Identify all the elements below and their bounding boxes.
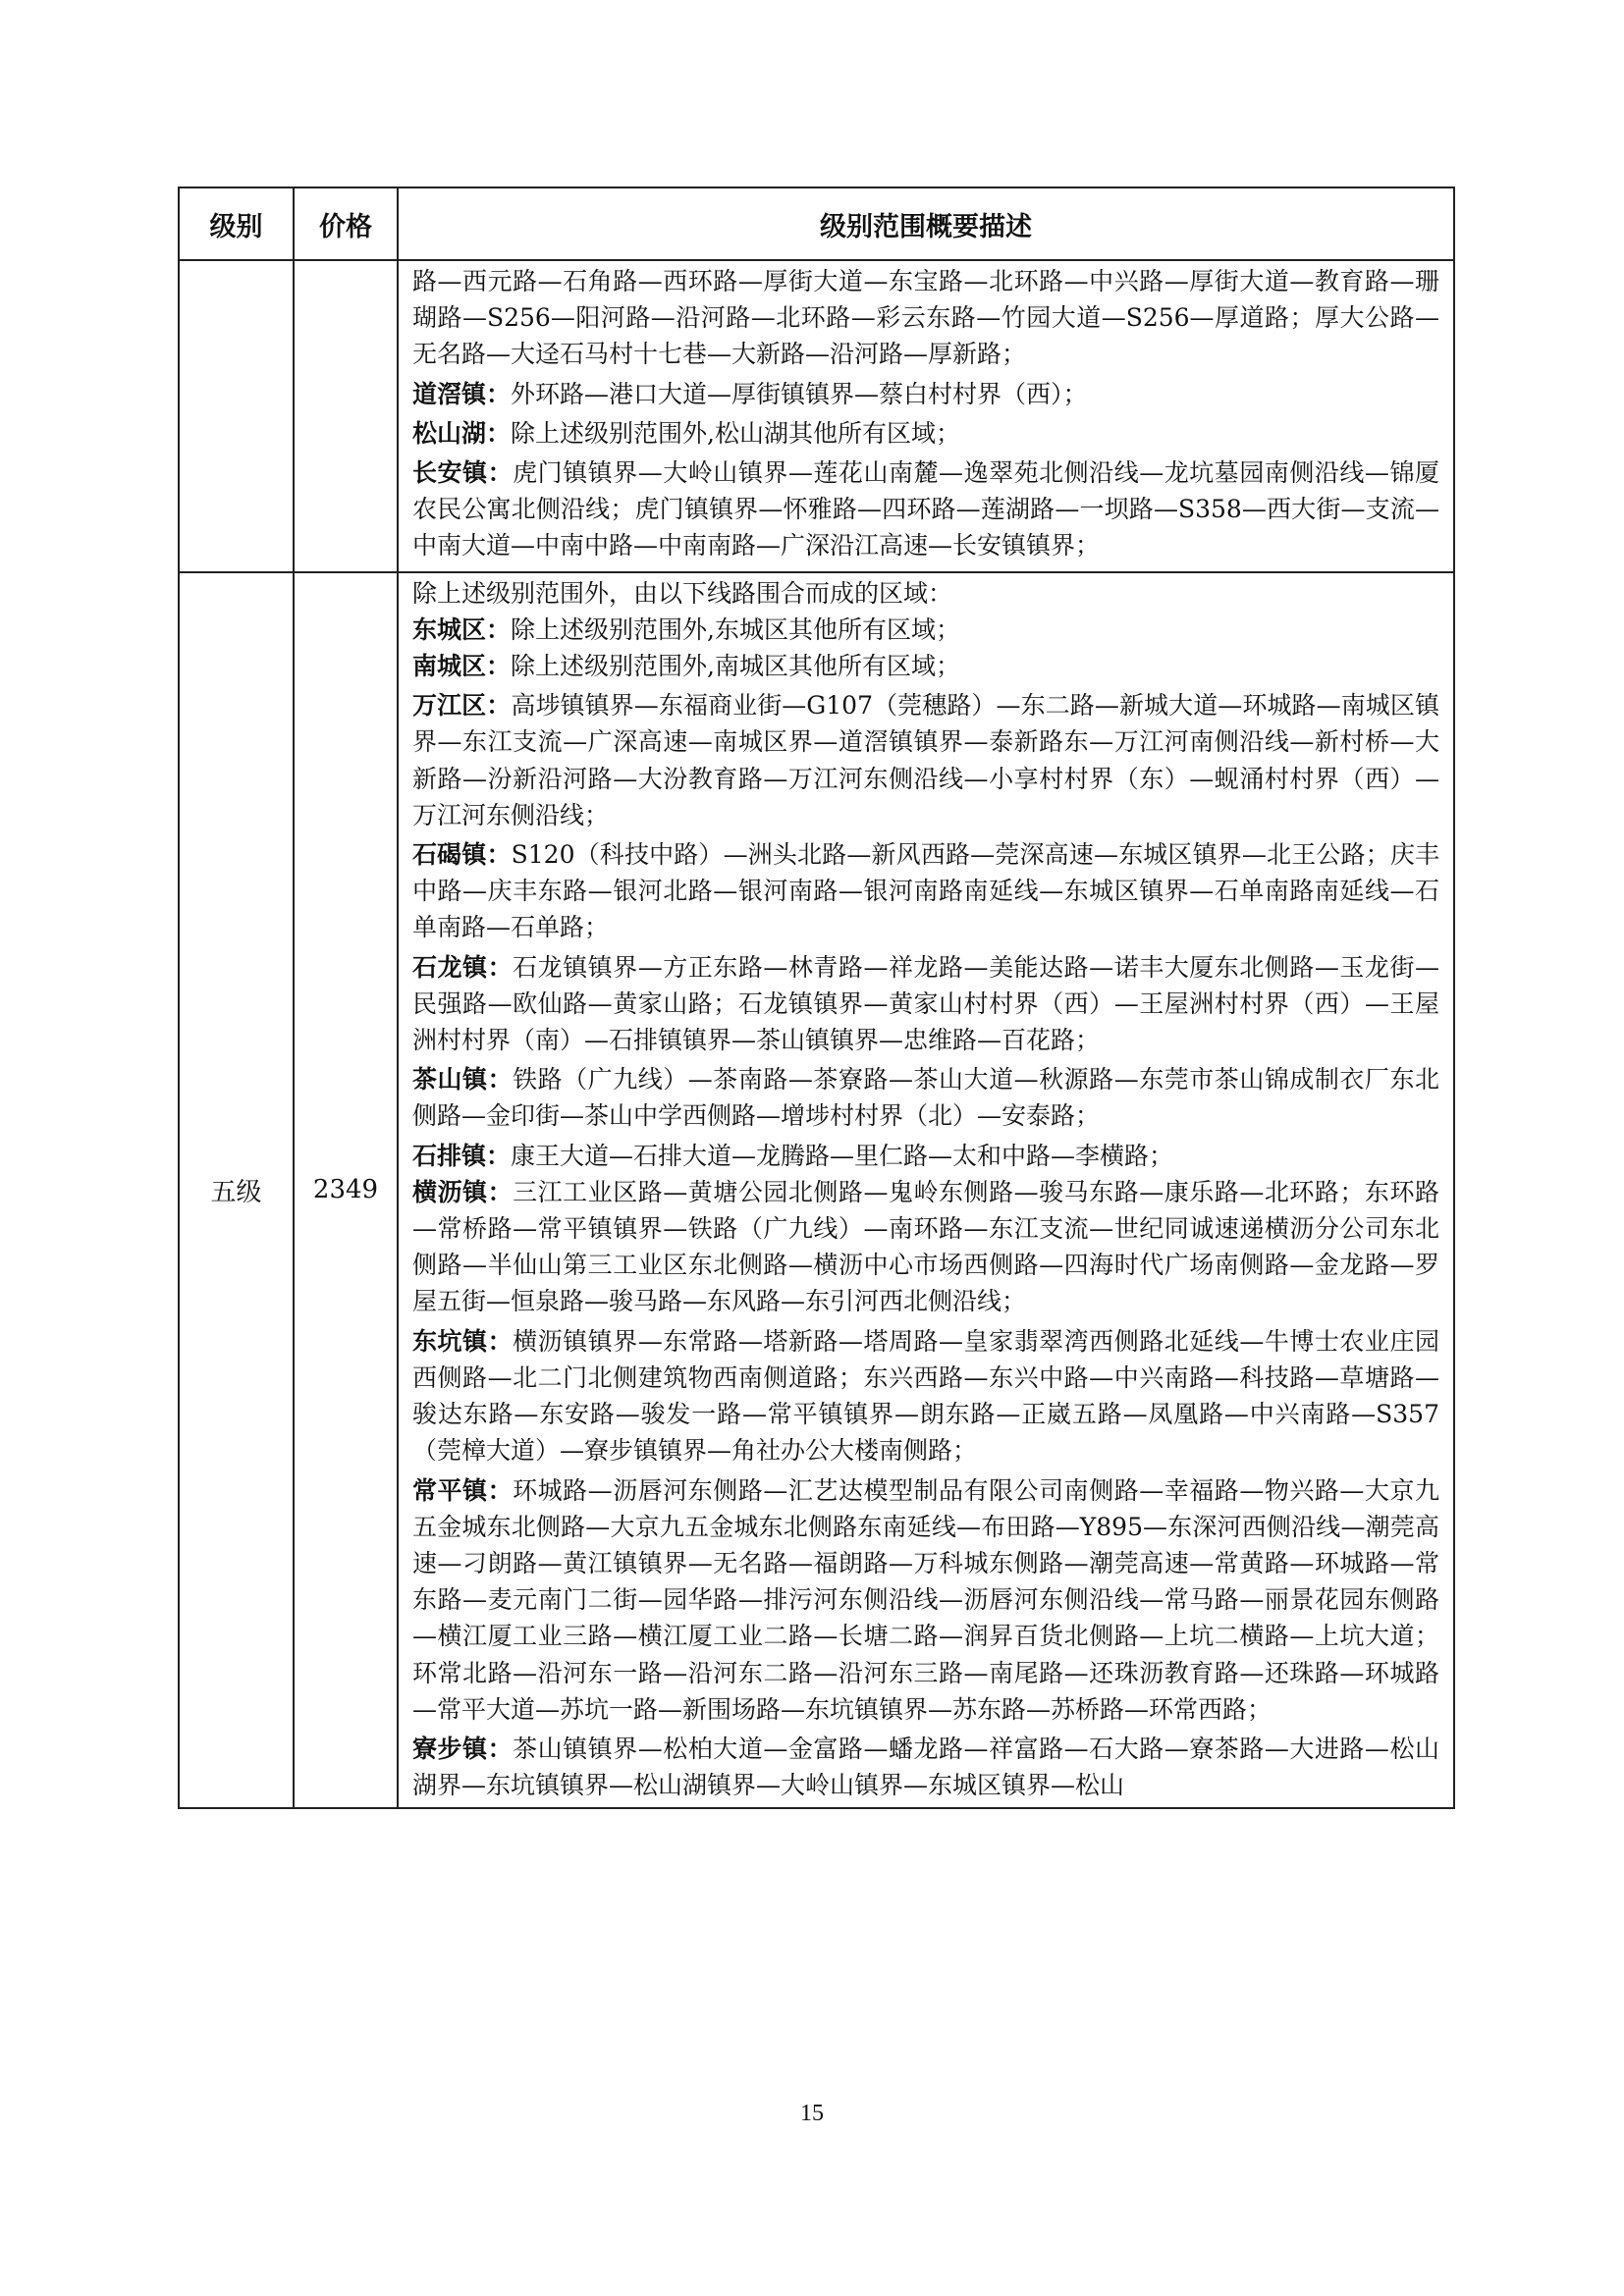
range-text: 三江工业区路—黄塘公园北侧路—鬼岭东侧路—骏马东路—康乐路—北环路；东环路—常桥路—常平镇镇界—铁路（广九线）—南环路—东江支流—世纪同诚速递横沥分公司东北侧路—半仙山第三工业区东北侧路—横沥中心市场西侧路—四海时代广场南侧路—金龙路—罗屋五街—恒泉路—骏马路—东风路—东引河西北侧沿线； <box>412 1177 1439 1316</box>
header-price: 价格 <box>294 187 398 260</box>
page-number: 15 <box>800 2101 824 2126</box>
range-paragraph <box>412 263 1439 373</box>
range-paragraph <box>412 648 1439 684</box>
price-cell <box>294 260 398 572</box>
range-text: 高埗镇镇界—东福商业街—G107（莞穗路）—东二路—新城大道—环城路—南城区镇界—东江支流—广深高速—南城区界—道滘镇镇界—泰新路东—万江河南侧沿线—新村桥—大新路—汾新沿河路—大汾教育路—万江河东侧沿线—小享村村界（东）—蚬涌村村界（西）—万江河东侧沿线； <box>412 691 1439 829</box>
range-paragraph <box>412 415 1439 452</box>
range-paragraph <box>412 1061 1439 1134</box>
range-text: 除上述级别范围外,东城区其他所有区域； <box>511 614 960 644</box>
range-text: 康王大道—石排大道—龙腾路—里仁路—太和中路—李横路； <box>511 1141 1174 1170</box>
range-paragraph <box>412 687 1439 833</box>
range-text: S120（科技中路）—洲头北路—新风西路—莞深高速—东城区镇界—北王公路；庆丰中路—庆丰东路—银河北路—银河南路—银河南路南延线—东城区镇界—石单南路南延线—石单南路—石单路； <box>412 840 1439 942</box>
town-name: 横沥镇： <box>412 1177 514 1206</box>
range-paragraph <box>412 1323 1439 1469</box>
range-text: 虎门镇镇界—大岭山镇界—莲花山南麓—逸翠苑北侧沿线—龙坑墓园南侧沿线—锦厦农民公寓北侧沿线；虎门镇镇界—怀雅路—四环路—莲湖路—一坝路—S358—西大街—支流—中南大道—中南中路—中南南路—广深沿江高速—长安镇镇界； <box>412 458 1439 561</box>
header-description: 级别范围概要描述 <box>398 187 1454 260</box>
town-name: 万江区： <box>412 691 512 721</box>
range-text: 除上述级别范围外，由以下线路围合而成的区域： <box>412 578 953 608</box>
range-text: 除上述级别范围外,南城区其他所有区域； <box>511 652 960 681</box>
town-name: 长安镇： <box>412 458 514 488</box>
range-paragraph <box>412 1138 1439 1174</box>
range-text: 环城路—沥唇河东侧路—汇艺达模型制品有限公司南侧路—幸福路—物兴路—大京九五金城东北侧路—大京九五金城东北侧路东南延线—布田路—Y895—东深河西侧沿线—潮莞高速—刁朗路—黄江镇镇界—无名路—福朗路—万科城东侧路—潮莞高速—常黄路—环城路—常东路—麦元南门二街—园华路—排污河东侧沿线—沥唇河东侧沿线—常马路—丽景花园东侧路—横江厦工业三路—横江厦工业二路—长塘二路—润昇百货北侧路—上坑二横路—上坑大道；环常北路—沿河东一路—沿河东二路—沿河东三路—南尾路—还珠沥教育路—还珠路—环城路—常平大道—苏坑一路—新围场路—东坑镇镇界—苏东路—苏桥路—环常西路； <box>412 1475 1439 1724</box>
description-cell <box>398 260 1454 572</box>
town-name: 石龙镇： <box>412 952 514 982</box>
description-cell <box>398 572 1454 1809</box>
table-row <box>179 260 1454 572</box>
range-paragraph <box>412 612 1439 648</box>
range-paragraph <box>412 454 1439 564</box>
table-header-row <box>179 187 1454 260</box>
town-name: 寮步镇： <box>412 1734 514 1763</box>
level-cell <box>179 260 294 572</box>
town-name: 常平镇： <box>412 1475 514 1505</box>
town-name: 石排镇： <box>412 1141 512 1170</box>
range-paragraph <box>412 376 1439 412</box>
town-name: 东坑镇： <box>412 1326 514 1356</box>
range-text: 路—西元路—石角路—西环路—厚街大道—东宝路—北环路—中兴路—厚街大道—教育路—珊瑚路—S256—阳河路—沿河路—北环路—彩云东路—竹园大道—S256—厚道路；厚大公路—无名路—大迳石马村十七巷—大新路—沿河路—厚新路； <box>412 267 1439 369</box>
header-level: 级别 <box>179 187 294 260</box>
range-text: 外环路—港口大道—厚街镇镇界—蔡白村村界（西）； <box>511 379 1088 408</box>
town-name: 茶山镇： <box>412 1065 514 1095</box>
grade-range-table <box>178 187 1455 1809</box>
table-row <box>179 572 1454 1809</box>
range-text: 除上述级别范围外,松山湖其他所有区域； <box>511 418 960 448</box>
range-paragraph <box>412 836 1439 946</box>
range-paragraph <box>412 949 1439 1059</box>
town-name: 松山湖： <box>412 418 512 448</box>
town-name: 东城区： <box>412 614 512 644</box>
town-name: 石碣镇： <box>412 840 512 870</box>
town-name: 南城区： <box>412 652 512 681</box>
range-paragraph <box>412 575 1439 612</box>
range-text: 茶山镇镇界—松柏大道—金富路—蟠龙路—祥富路—石大路—寮茶路—大进路—松山湖界—东坑镇镇界—松山湖镇界—大岭山镇界—东城区镇界—松山 <box>412 1734 1439 1800</box>
level-cell: 五级 <box>179 572 294 1809</box>
range-text: 横沥镇镇界—东常路—塔新路—塔周路—皇家翡翠湾西侧路北延线—牛博士农业庄园西侧路—北二门北侧建筑物西南侧道路；东兴西路—东兴中路—中兴南路—科技路—草塘路—骏达东路—东安路—骏发一路—常平镇镇界—朗东路—正崴五路—凤凰路—中兴南路—S357（莞樟大道）—寮步镇镇界—角社办公大楼南侧路； <box>412 1326 1439 1466</box>
range-paragraph <box>412 1174 1439 1320</box>
price-cell: 2349 <box>294 572 398 1809</box>
range-paragraph <box>412 1472 1439 1728</box>
range-text: 铁路（广九线）—茶南路—茶寮路—茶山大道—秋源路—东莞市茶山锦成制衣厂东北侧路—金印街—茶山中学西侧路—增埗村村界（北）—安泰路； <box>412 1065 1439 1131</box>
range-text: 石龙镇镇界—方正东路—林青路—祥龙路—美能达路—诺丰大厦东北侧路—玉龙街—民强路—欧仙路—黄家山路；石龙镇镇界—黄家山村村界（西）—王屋洲村村界（西）—王屋洲村村界（南）—石排镇镇界—茶山镇镇界—忠维路—百花路； <box>412 952 1439 1055</box>
town-name: 道滘镇： <box>412 379 512 408</box>
range-paragraph <box>412 1731 1439 1803</box>
